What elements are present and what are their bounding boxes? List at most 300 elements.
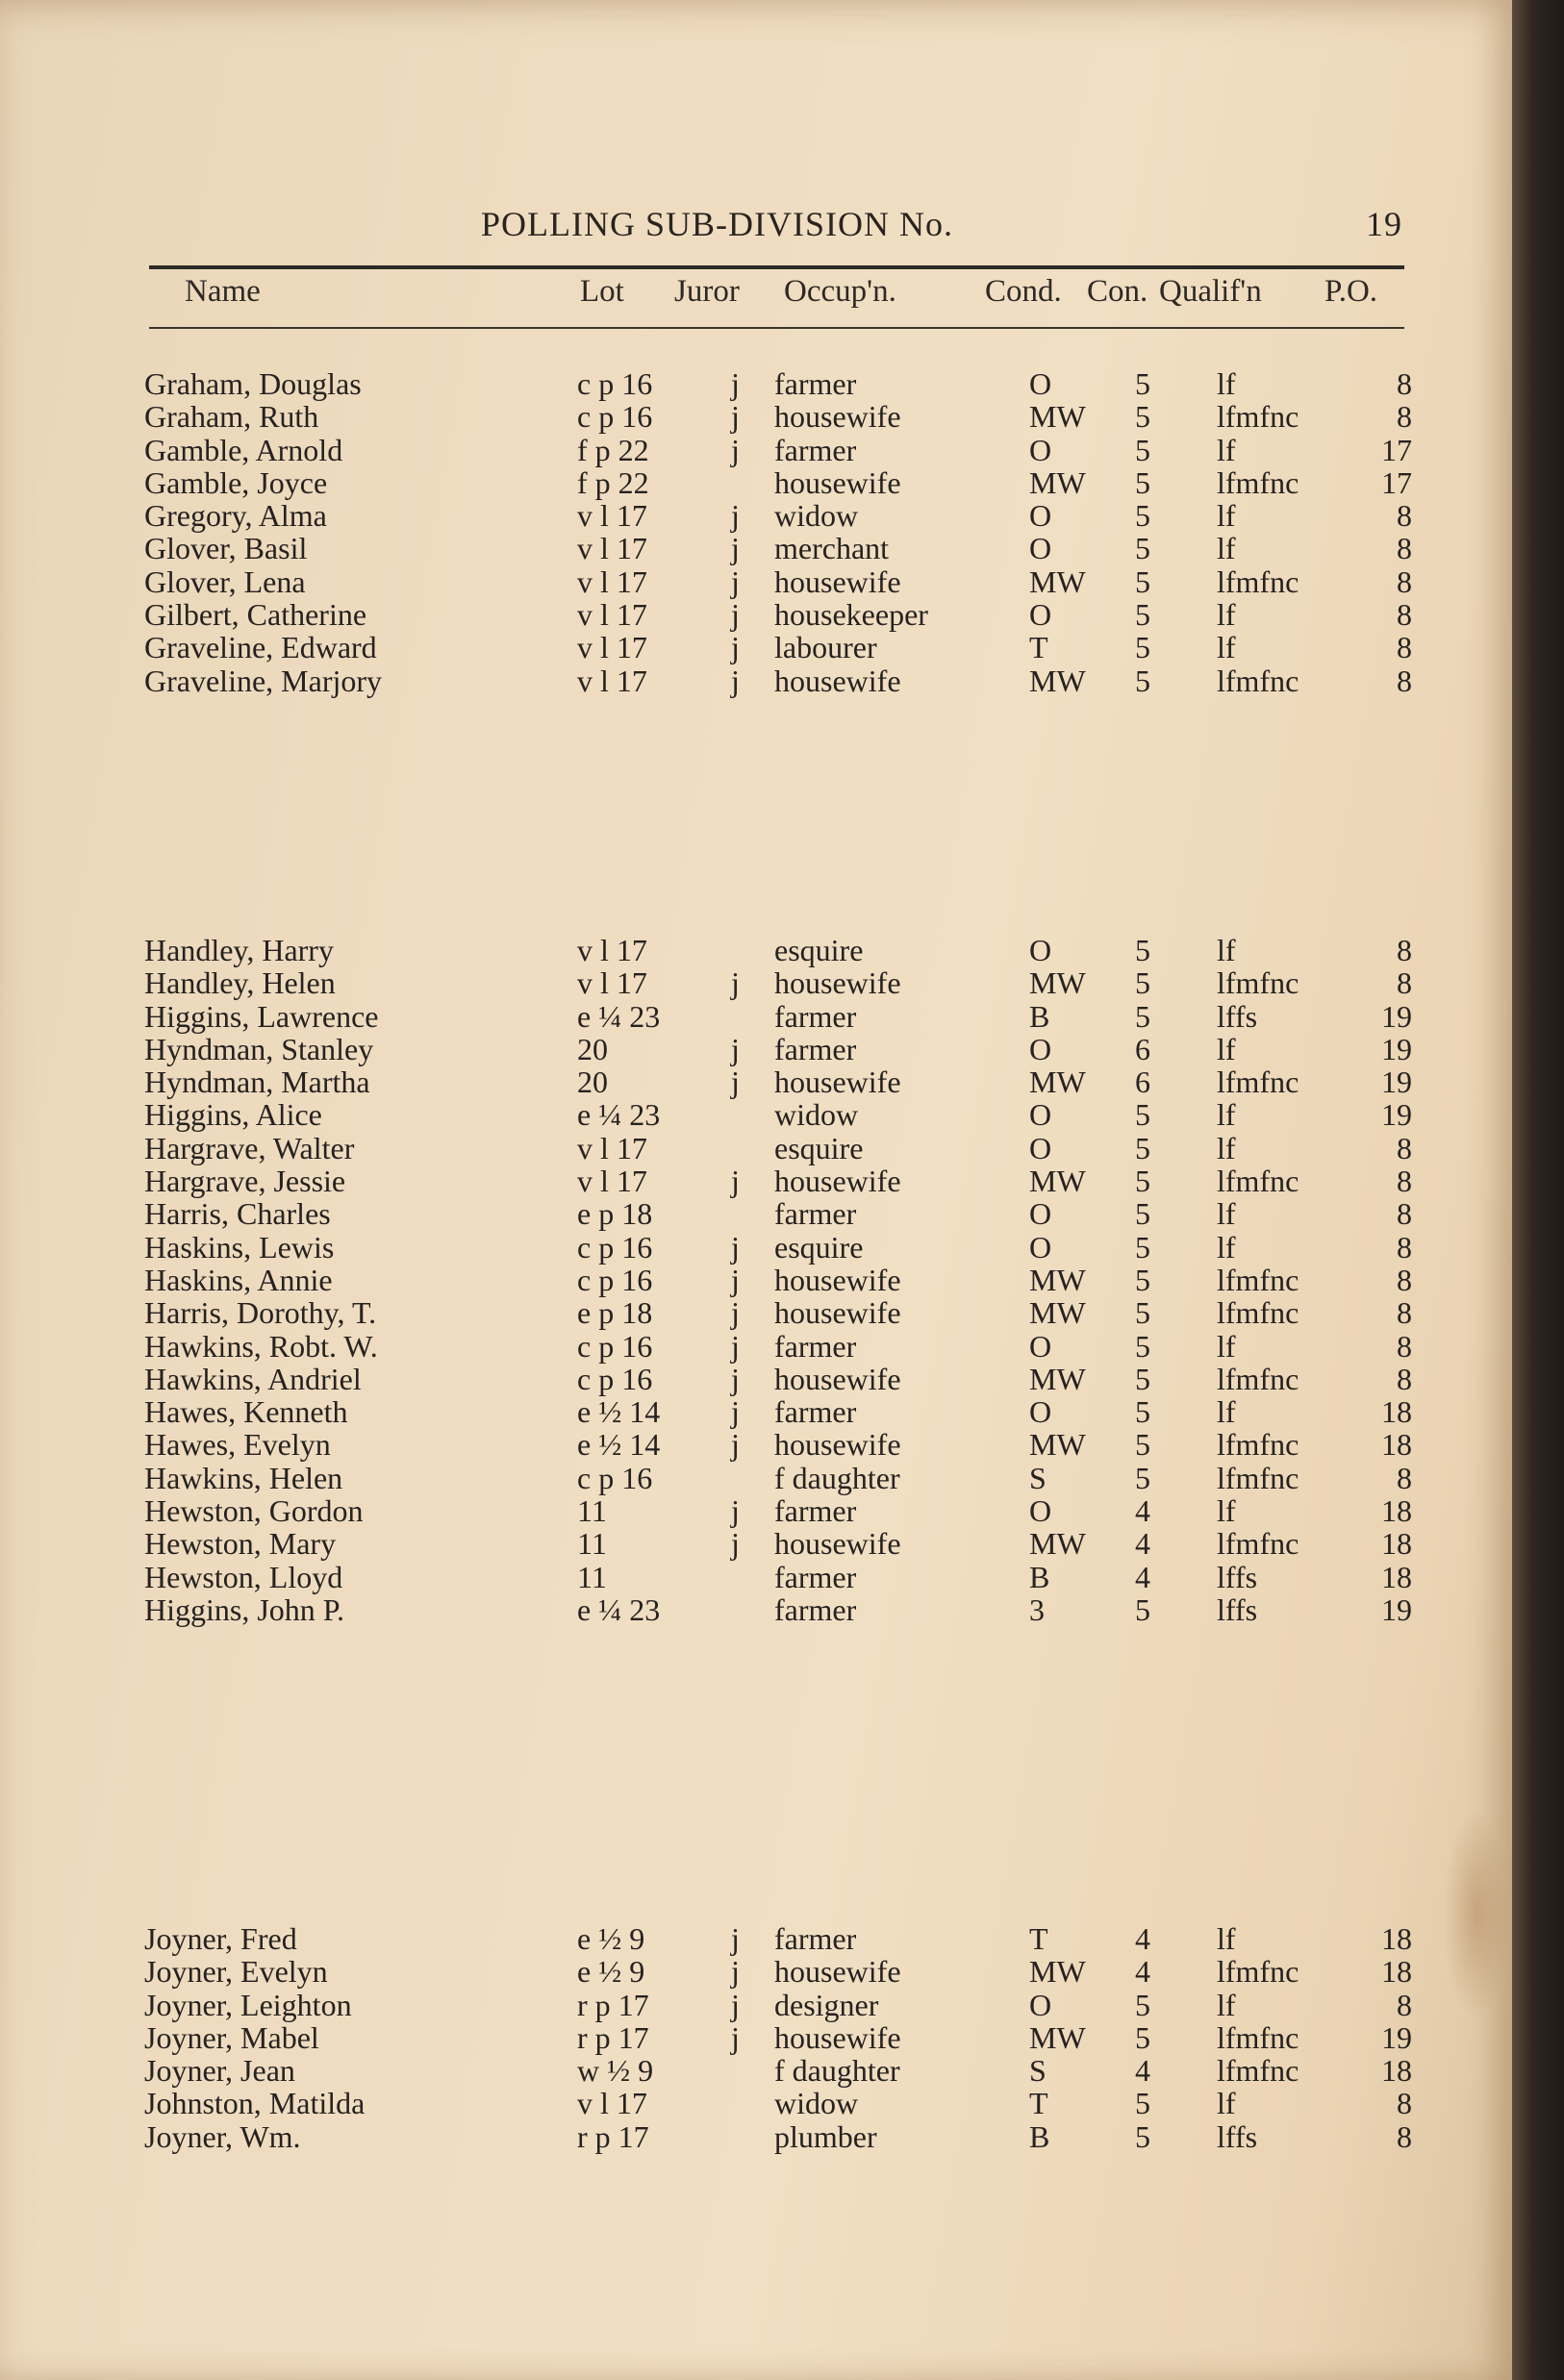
voter-name: Graham, Douglas <box>144 366 362 401</box>
voter-lot: e p 18 <box>577 1295 653 1331</box>
voter-condition: MW <box>1029 1065 1086 1100</box>
voter-qualification: lfmfnc <box>1217 1295 1299 1331</box>
header-rule-bottom <box>149 327 1404 329</box>
voter-concession: 5 <box>1135 366 1150 401</box>
voter-qualification: lf <box>1217 1097 1236 1133</box>
voter-post-office: 8 <box>1397 630 1412 665</box>
voter-row <box>144 2020 1414 2053</box>
voter-concession: 5 <box>1135 1427 1150 1463</box>
voter-condition: MW <box>1029 464 1086 500</box>
voter-concession: 5 <box>1135 564 1150 599</box>
voter-row <box>144 531 1414 564</box>
voter-qualification: lfmfnc <box>1217 1164 1299 1199</box>
voter-qualification: lf <box>1217 1196 1236 1232</box>
voter-concession: 4 <box>1135 1526 1150 1562</box>
voter-condition: MW <box>1029 1954 1086 1990</box>
voter-name: Graveline, Marjory <box>144 663 383 698</box>
voter-row <box>144 999 1414 1032</box>
voter-occupation: esquire <box>774 933 864 967</box>
voter-post-office: 19 <box>1381 1031 1412 1066</box>
voter-row <box>144 933 1414 965</box>
voter-lot: v l 17 <box>577 531 647 566</box>
voter-concession: 5 <box>1135 1196 1150 1232</box>
voter-post-office: 19 <box>1381 1591 1412 1627</box>
voter-lot: v l 17 <box>577 564 647 599</box>
voter-condition: S <box>1029 2053 1047 2089</box>
voter-condition: O <box>1029 1493 1052 1529</box>
voter-occupation: farmer <box>774 1196 857 1232</box>
voter-post-office: 8 <box>1397 1130 1412 1165</box>
voter-juror: j <box>731 1262 740 1297</box>
voter-occupation: farmer <box>774 1394 857 1430</box>
voter-name: Harris, Charles <box>144 1196 331 1232</box>
column-header-name: Name <box>185 274 261 309</box>
voter-row <box>144 1230 1414 1263</box>
voter-concession: 5 <box>1135 1262 1150 1297</box>
voter-name: Hawkins, Robt. W. <box>144 1328 378 1364</box>
voter-occupation: esquire <box>774 1229 864 1265</box>
voter-lot: v l 17 <box>577 933 647 967</box>
voter-lot: v l 17 <box>577 663 647 698</box>
voter-qualification: lfmfnc <box>1217 1427 1299 1463</box>
voter-qualification: lffs <box>1217 2118 1258 2154</box>
voter-condition: MW <box>1029 1262 1086 1297</box>
voter-row <box>144 1131 1414 1164</box>
voter-juror: j <box>731 498 740 534</box>
voter-occupation: housewife <box>774 1361 901 1396</box>
voter-lot: r p 17 <box>577 1987 649 2022</box>
voter-lot: w ½ 9 <box>577 2053 654 2089</box>
voter-concession: 5 <box>1135 531 1150 566</box>
voter-concession: 5 <box>1135 630 1150 665</box>
voter-juror: j <box>731 1526 740 1562</box>
voter-post-office: 8 <box>1397 663 1412 698</box>
voter-lot: c p 16 <box>577 1460 653 1495</box>
voter-lot: c p 16 <box>577 366 653 401</box>
voter-concession: 5 <box>1135 597 1150 633</box>
section-g <box>144 366 1414 696</box>
voter-row <box>144 1921 1414 1954</box>
voter-post-office: 18 <box>1381 1427 1412 1463</box>
voter-juror: j <box>731 965 740 1001</box>
voter-juror: j <box>731 1328 740 1364</box>
voter-row <box>144 1196 1414 1232</box>
voter-juror: j <box>731 1493 740 1529</box>
voter-name: Hawes, Kenneth <box>144 1394 348 1430</box>
voter-row <box>144 1329 1414 1362</box>
voter-name: Haskins, Annie <box>144 1262 333 1297</box>
voter-concession: 5 <box>1135 965 1150 1001</box>
voter-occupation: plumber <box>774 2118 877 2154</box>
voter-post-office: 8 <box>1397 498 1412 534</box>
voter-condition: T <box>1029 2086 1048 2121</box>
header-rule-top <box>149 265 1404 269</box>
voter-post-office: 8 <box>1397 1328 1412 1364</box>
voter-condition: MW <box>1029 1164 1086 1199</box>
voter-qualification: lf <box>1217 1328 1236 1364</box>
voter-qualification: lfmfnc <box>1217 1460 1299 1495</box>
voter-lot: e ¼ 23 <box>577 998 661 1034</box>
voter-row <box>144 564 1414 597</box>
voter-juror: j <box>731 2019 740 2055</box>
voter-name: Hargrave, Jessie <box>144 1164 346 1199</box>
voter-name: Hargrave, Walter <box>144 1130 355 1165</box>
voter-row <box>144 1032 1414 1065</box>
voter-name: Glover, Basil <box>144 531 308 566</box>
voter-juror: j <box>731 399 740 435</box>
voter-row <box>144 1065 1414 1100</box>
voter-occupation: widow <box>774 2086 859 2121</box>
voter-qualification: lfmfnc <box>1217 2019 1299 2055</box>
voter-post-office: 17 <box>1381 464 1412 500</box>
voter-concession: 5 <box>1135 1229 1150 1265</box>
voter-juror: j <box>731 1229 740 1265</box>
voter-juror: j <box>731 564 740 599</box>
section-h <box>144 933 1414 1625</box>
voter-juror: j <box>731 1295 740 1331</box>
voter-name: Handley, Helen <box>144 965 336 1001</box>
voter-post-office: 8 <box>1397 564 1412 599</box>
voter-condition: MW <box>1029 1526 1086 1562</box>
voter-concession: 4 <box>1135 1921 1150 1956</box>
voter-qualification: lf <box>1217 1130 1236 1165</box>
voter-lot: v l 17 <box>577 630 647 665</box>
voter-occupation: designer <box>774 1987 879 2022</box>
voter-occupation: f daughter <box>774 2053 900 2089</box>
voter-qualification: lf <box>1217 630 1236 665</box>
voter-name: Johnston, Matilda <box>144 2086 366 2121</box>
voter-name: Handley, Harry <box>144 933 334 967</box>
voter-lot: f p 22 <box>577 432 649 467</box>
voter-qualification: lf <box>1217 1987 1236 2022</box>
voter-qualification: lf <box>1217 597 1236 633</box>
voter-condition: O <box>1029 597 1052 633</box>
voter-juror: j <box>731 663 740 698</box>
voter-lot: 11 <box>577 1493 607 1529</box>
book-spine-edge <box>1512 0 1564 2380</box>
voter-row <box>144 465 1414 498</box>
voter-condition: O <box>1029 1229 1052 1265</box>
voter-post-office: 8 <box>1397 399 1412 435</box>
voter-concession: 4 <box>1135 2053 1150 2089</box>
voter-concession: 5 <box>1135 2118 1150 2154</box>
voter-condition: S <box>1029 1460 1047 1495</box>
voter-name: Gamble, Arnold <box>144 432 343 467</box>
voter-occupation: housewife <box>774 1295 901 1331</box>
voter-concession: 4 <box>1135 1493 1150 1529</box>
voter-qualification: lfmfnc <box>1217 1262 1299 1297</box>
page-header <box>0 204 1512 252</box>
voter-post-office: 19 <box>1381 2019 1412 2055</box>
voter-lot: v l 17 <box>577 597 647 633</box>
voter-name: Gamble, Joyce <box>144 464 328 500</box>
voter-concession: 5 <box>1135 1591 1150 1627</box>
voter-row <box>144 1427 1414 1463</box>
column-header-cond: Cond. <box>985 274 1062 309</box>
voter-qualification: lf <box>1217 531 1236 566</box>
voter-occupation: housewife <box>774 464 901 500</box>
voter-lot: e p 18 <box>577 1196 653 1232</box>
voter-occupation: labourer <box>774 630 877 665</box>
voter-post-office: 8 <box>1397 531 1412 566</box>
voter-post-office: 8 <box>1397 1295 1412 1331</box>
voter-qualification: lf <box>1217 1394 1236 1430</box>
voter-row <box>144 2053 1414 2089</box>
voter-row <box>144 1493 1414 1529</box>
voter-name: Higgins, Lawrence <box>144 998 379 1034</box>
voter-concession: 5 <box>1135 2019 1150 2055</box>
voter-lot: e ¼ 23 <box>577 1591 661 1627</box>
voter-qualification: lf <box>1217 498 1236 534</box>
voter-concession: 6 <box>1135 1031 1150 1066</box>
voter-row <box>144 664 1414 696</box>
voter-occupation: f daughter <box>774 1460 900 1495</box>
voter-lot: e ¼ 23 <box>577 1097 661 1133</box>
voter-post-office: 8 <box>1397 2086 1412 2121</box>
voter-occupation: housewife <box>774 1526 901 1562</box>
voter-occupation: farmer <box>774 432 857 467</box>
voter-occupation: esquire <box>774 1130 864 1165</box>
voter-condition: O <box>1029 1196 1052 1232</box>
voter-occupation: housewife <box>774 1262 901 1297</box>
voter-row <box>144 630 1414 663</box>
voter-name: Hewston, Mary <box>144 1526 337 1562</box>
voter-occupation: widow <box>774 498 859 534</box>
voter-condition: O <box>1029 1987 1052 2022</box>
voter-post-office: 18 <box>1381 1526 1412 1562</box>
voter-juror: j <box>731 1065 740 1100</box>
voter-post-office: 18 <box>1381 1394 1412 1430</box>
voter-qualification: lf <box>1217 1921 1236 1956</box>
voter-name: Hyndman, Stanley <box>144 1031 374 1066</box>
column-header-qualification: Qualif'n <box>1159 274 1262 309</box>
voter-juror: j <box>731 1954 740 1990</box>
voter-qualification: lffs <box>1217 1591 1258 1627</box>
voter-concession: 6 <box>1135 1065 1150 1100</box>
voter-occupation: housewife <box>774 1164 901 1199</box>
voter-occupation: farmer <box>774 1921 857 1956</box>
voter-row <box>144 1295 1414 1331</box>
voter-concession: 5 <box>1135 1097 1150 1133</box>
voter-lot: c p 16 <box>577 1262 653 1297</box>
voter-condition: O <box>1029 366 1052 401</box>
voter-condition: MW <box>1029 965 1086 1001</box>
voter-concession: 5 <box>1135 1361 1150 1396</box>
voter-juror: j <box>731 1361 740 1396</box>
voter-lot: e ½ 9 <box>577 1921 645 1956</box>
voter-name: Higgins, Alice <box>144 1097 322 1133</box>
voter-qualification: lf <box>1217 366 1236 401</box>
voter-lot: 11 <box>577 1559 607 1594</box>
voter-occupation: merchant <box>774 531 890 566</box>
voter-post-office: 8 <box>1397 1361 1412 1396</box>
voter-lot: r p 17 <box>577 2019 649 2055</box>
voter-concession: 5 <box>1135 1164 1150 1199</box>
voter-name: Joyner, Evelyn <box>144 1954 328 1990</box>
voter-name: Joyner, Fred <box>144 1921 297 1956</box>
voter-row <box>144 597 1414 633</box>
voter-row <box>144 1526 1414 1562</box>
voter-concession: 5 <box>1135 1295 1150 1331</box>
voter-qualification: lfmfnc <box>1217 663 1299 698</box>
voter-condition: O <box>1029 933 1052 967</box>
voter-name: Joyner, Leighton <box>144 1987 352 2022</box>
voter-condition: B <box>1029 1559 1050 1594</box>
voter-occupation: farmer <box>774 1328 857 1364</box>
voter-qualification: lfmfnc <box>1217 464 1299 500</box>
voter-concession: 5 <box>1135 933 1150 967</box>
voter-juror: j <box>731 1427 740 1463</box>
voter-lot: c p 16 <box>577 1361 653 1396</box>
voter-name: Haskins, Lewis <box>144 1229 335 1265</box>
voter-name: Gilbert, Catherine <box>144 597 367 633</box>
voter-row <box>144 1954 1414 1990</box>
voter-row <box>144 1164 1414 1199</box>
voter-lot: 20 <box>577 1065 608 1100</box>
voter-lot: c p 16 <box>577 399 653 435</box>
voter-concession: 5 <box>1135 399 1150 435</box>
voter-condition: O <box>1029 1130 1052 1165</box>
voter-concession: 5 <box>1135 1987 1150 2022</box>
voter-row <box>144 1592 1414 1625</box>
voter-condition: MW <box>1029 1361 1086 1396</box>
voter-post-office: 17 <box>1381 432 1412 467</box>
voter-name: Graham, Ruth <box>144 399 319 435</box>
voter-name: Gregory, Alma <box>144 498 327 534</box>
voter-occupation: housekeeper <box>774 597 928 633</box>
voter-occupation: farmer <box>774 1591 857 1627</box>
voter-qualification: lfmfnc <box>1217 1954 1299 1990</box>
voter-name: Joyner, Mabel <box>144 2019 319 2055</box>
voter-qualification: lf <box>1217 1229 1236 1265</box>
voter-lot: f p 22 <box>577 464 649 500</box>
voter-lot: e ½ 14 <box>577 1427 661 1463</box>
voter-name: Hyndman, Martha <box>144 1065 370 1100</box>
voter-occupation: housewife <box>774 564 901 599</box>
voter-condition: O <box>1029 432 1052 467</box>
voter-condition: T <box>1029 630 1048 665</box>
voter-occupation: housewife <box>774 663 901 698</box>
voter-post-office: 8 <box>1397 1262 1412 1297</box>
column-header-po: P.O. <box>1324 274 1378 309</box>
voter-name: Hewston, Lloyd <box>144 1559 343 1594</box>
voter-juror: j <box>731 1921 740 1956</box>
voter-condition: O <box>1029 1097 1052 1133</box>
voter-name: Hawkins, Andriel <box>144 1361 362 1396</box>
voter-name: Hawkins, Helen <box>144 1460 343 1495</box>
voter-qualification: lf <box>1217 1493 1236 1529</box>
voter-concession: 5 <box>1135 1130 1150 1165</box>
page-title: POLLING SUB-DIVISION No. <box>481 205 953 243</box>
voter-concession: 4 <box>1135 1954 1150 1990</box>
voter-lot: c p 16 <box>577 1328 653 1364</box>
voter-post-office: 18 <box>1381 1493 1412 1529</box>
voter-juror: j <box>731 597 740 633</box>
voter-name: Graveline, Edward <box>144 630 377 665</box>
voter-name: Glover, Lena <box>144 564 306 599</box>
voter-row <box>144 1560 1414 1592</box>
voter-name: Hewston, Gordon <box>144 1493 364 1529</box>
voter-qualification: lf <box>1217 2086 1236 2121</box>
voter-post-office: 8 <box>1397 2118 1412 2154</box>
voter-qualification: lfmfnc <box>1217 2053 1299 2089</box>
voter-concession: 5 <box>1135 1460 1150 1495</box>
voter-concession: 5 <box>1135 2086 1150 2121</box>
voter-name: Harris, Dorothy, T. <box>144 1295 377 1331</box>
voter-concession: 5 <box>1135 498 1150 534</box>
voter-juror: j <box>731 366 740 401</box>
voter-row <box>144 399 1414 435</box>
voter-lot: v l 17 <box>577 1164 647 1199</box>
voter-juror: j <box>731 1987 740 2022</box>
voter-post-office: 8 <box>1397 1460 1412 1495</box>
voter-post-office: 18 <box>1381 2053 1412 2089</box>
voter-row <box>144 1263 1414 1295</box>
voter-condition: 3 <box>1029 1591 1045 1627</box>
voter-post-office: 8 <box>1397 366 1412 401</box>
voter-lot: e ½ 9 <box>577 1954 645 1990</box>
voter-post-office: 19 <box>1381 998 1412 1034</box>
voter-post-office: 18 <box>1381 1954 1412 1990</box>
voter-occupation: farmer <box>774 998 857 1034</box>
column-header-occupation: Occup'n. <box>784 274 896 309</box>
voter-row <box>144 1394 1414 1430</box>
voter-concession: 5 <box>1135 1394 1150 1430</box>
voter-row <box>144 433 1414 465</box>
voter-row <box>144 498 1414 534</box>
voter-juror: j <box>731 630 740 665</box>
voter-concession: 4 <box>1135 1559 1150 1594</box>
voter-name: Hawes, Evelyn <box>144 1427 331 1463</box>
voter-row <box>144 1362 1414 1394</box>
voter-condition: MW <box>1029 1295 1086 1331</box>
voter-condition: O <box>1029 531 1052 566</box>
voter-condition: MW <box>1029 663 1086 698</box>
voter-post-office: 8 <box>1397 1164 1412 1199</box>
section-j <box>144 1921 1414 2152</box>
voter-lot: r p 17 <box>577 2118 649 2154</box>
voter-post-office: 8 <box>1397 597 1412 633</box>
voter-lot: v l 17 <box>577 2086 647 2121</box>
voter-occupation: farmer <box>774 366 857 401</box>
voter-qualification: lfmfnc <box>1217 399 1299 435</box>
voter-condition: MW <box>1029 399 1086 435</box>
voter-lot: v l 17 <box>577 965 647 1001</box>
column-header-lot: Lot <box>580 274 624 309</box>
voter-occupation: housewife <box>774 1065 901 1100</box>
voter-row <box>144 366 1414 399</box>
page-number: 19 <box>1366 205 1402 243</box>
voter-condition: MW <box>1029 1427 1086 1463</box>
voter-post-office: 19 <box>1381 1097 1412 1133</box>
voter-concession: 5 <box>1135 998 1150 1034</box>
voter-occupation: housewife <box>774 1954 901 1990</box>
voter-condition: O <box>1029 1328 1052 1364</box>
voter-lot: 11 <box>577 1526 607 1562</box>
voter-post-office: 8 <box>1397 1229 1412 1265</box>
voter-juror: j <box>731 432 740 467</box>
voter-condition: O <box>1029 498 1052 534</box>
voter-occupation: housewife <box>774 965 901 1001</box>
voter-lot: e ½ 14 <box>577 1394 661 1430</box>
voter-post-office: 8 <box>1397 1987 1412 2022</box>
voter-lot: 20 <box>577 1031 608 1066</box>
voter-row <box>144 2119 1414 2152</box>
voter-name: Joyner, Wm. <box>144 2118 301 2154</box>
voter-occupation: farmer <box>774 1559 857 1594</box>
voter-qualification: lfmfnc <box>1217 1526 1299 1562</box>
voter-post-office: 8 <box>1397 1196 1412 1232</box>
